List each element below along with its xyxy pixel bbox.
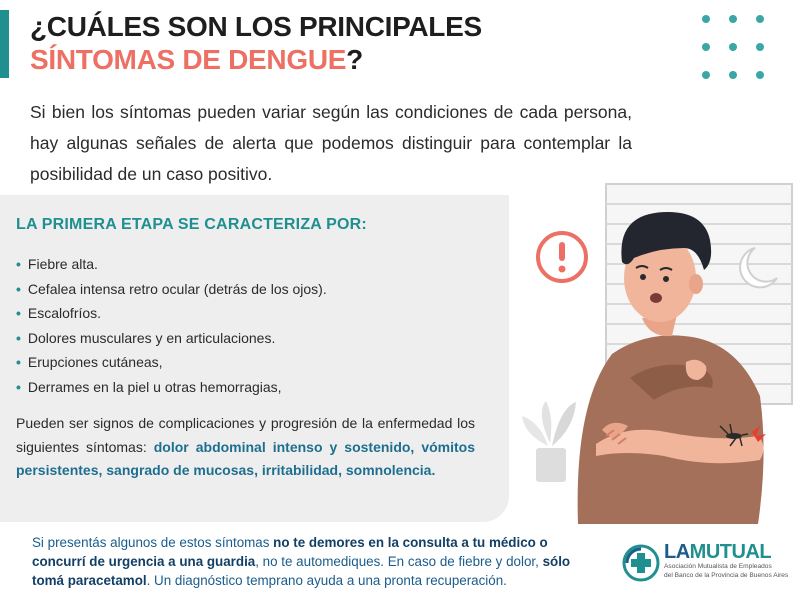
- logo-name: [664, 541, 771, 564]
- title-highlight: SÍNTOMAS DE DENGUE: [30, 44, 347, 75]
- title-question-mark: ?: [346, 44, 363, 75]
- symptom-item: • Derrames en la piel u otras hemorragias,: [16, 375, 327, 400]
- symptom-item: • Erupciones cutáneas,: [16, 350, 327, 375]
- footer-text-1: Si presentás algunos de estos síntomas: [32, 535, 274, 550]
- logo-subtitle-line2: del Banco de la Provincia de Buenos Aires: [664, 571, 789, 579]
- footer-text-2: , no te automediques. En caso de fiebre y dolor,: [255, 554, 543, 569]
- page-title: [30, 10, 482, 76]
- symptom-item: • Dolores musculares y en articulaciones.: [16, 326, 327, 351]
- dot: [729, 71, 737, 79]
- logo-name-part1: LA: [664, 541, 690, 563]
- stage-title: LA PRIMERA ETAPA SE CARACTERIZA POR:: [16, 216, 367, 233]
- complications-lead: Pueden ser signos de complicaciones y progresión de la enfermedad los siguientes síntomas:: [16, 415, 475, 455]
- dot: [729, 15, 737, 23]
- sick-person-illustration: [510, 178, 800, 524]
- logo-name-part2: MUTUAL: [689, 541, 772, 563]
- dot: [702, 43, 710, 51]
- dot: [729, 43, 737, 51]
- dot: [756, 43, 764, 51]
- dot: [756, 15, 764, 23]
- plant-icon: [522, 401, 576, 482]
- dot: [702, 71, 710, 79]
- footer-text-3: . Un diagnóstico temprano ayuda a una pronta recuperación.: [146, 573, 507, 588]
- symptom-item: • Fiebre alta.: [16, 252, 327, 277]
- complications-paragraph: [16, 412, 475, 483]
- title-accent-bar: [0, 10, 9, 78]
- intro-paragraph: Si bien los síntomas pueden variar según las condiciones de cada persona, hay algunas señales de alerta que podemos distinguir para contemplar la posibilidad de un caso positivo.: [30, 102, 632, 184]
- footer-advice: [32, 533, 587, 590]
- symptom-item: • Escalofríos.: [16, 301, 327, 326]
- logo-subtitle: [664, 563, 799, 580]
- footer-bold-1: no te demores en la consulta a tu médico o concurrí de urgencia a una guardia: [32, 535, 548, 569]
- title-line1: ¿CUÁLES SON LOS PRINCIPALES: [30, 11, 482, 42]
- symptom-item: • Cefalea intensa retro ocular (detrás de los ojos).: [16, 277, 327, 302]
- complications-highlight: dolor abdominal intenso y sostenido, vómitos persistentes, sangrado de mucosas, irritabilidad, somnolencia.: [16, 438, 475, 478]
- footer-bold-2: sólo tomá paracetamol: [32, 554, 571, 588]
- logo-cross-icon: [622, 544, 660, 582]
- dot: [756, 71, 764, 79]
- symptom-list: [16, 252, 327, 400]
- decorative-dots: [702, 15, 764, 79]
- dot: [702, 15, 710, 23]
- alert-icon: [538, 233, 586, 281]
- logo-subtitle-line1: Asociación Mutualista de Empleados: [664, 563, 772, 570]
